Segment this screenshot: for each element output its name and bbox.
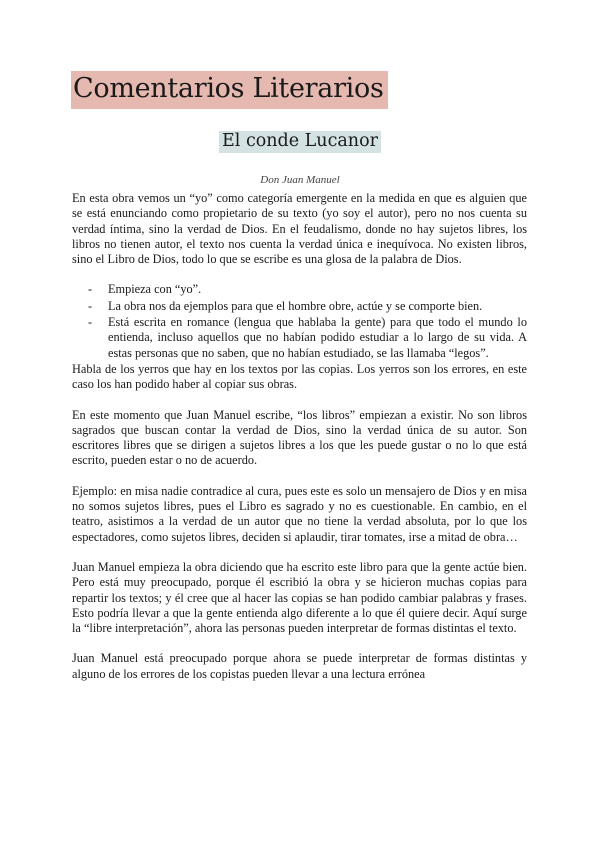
paragraph: Juan Manuel empieza la obra diciendo que ha escrito este libro para que la gente actúe bien. Pero está muy preocupado, porque él escribió la obra y se hicieron muchas copias para repartir los textos; y él cree que al hacer las copias se han podido cambiar palabras y frases. Esto podría llevar a que la gente entienda algo diferente a lo que él quiere decir. Aquí surge la “libre interpretación”, ahora las personas pueden interpretar de formas distintas el texto. xyxy=(72,559,527,636)
bullet-list xyxy=(72,282,527,360)
paragraph: En este momento que Juan Manuel escribe, “los libros” empiezan a existir. No son libros sagrados que buscan contar la verdad de Dios, sino la verdad única de su autor. Son escritores libres que se dirigen a sujetos libres a los que les puede gustar o no lo que está escrito, pueden estar o no de acuerdo. xyxy=(72,407,527,468)
document-body xyxy=(72,191,527,682)
page-subtitle xyxy=(0,129,600,153)
paragraph: Ejemplo: en misa nadie contradice al cura, pues este es solo un mensajero de Dios y en misa no somos sujetos libres, pues el Libro es sagrado y no es cuestionable. En cambio, en el teatro, asistimos a la verdad de un autor que no tiene la verdad absoluta, por lo que los espectadores, como sujetos libres, deciden si aplaudir, tirar tomates, irse a mitad de obra… xyxy=(72,483,527,544)
paragraph: Juan Manuel está preocupado porque ahora se puede interpretar de formas distintas y alguno de los errores de los copistas pueden llevar a una lectura errónea xyxy=(72,651,527,681)
list-item: - Empieza con “yo”. xyxy=(108,282,527,297)
paragraph: Habla de los yerros que hay en los textos por las copias. Los yerros son los errores, en este caso los han podido haber al copiar sus obras. xyxy=(72,361,527,392)
page-title: Comentarios Literarios xyxy=(71,71,388,109)
paragraph: En esta obra vemos un “yo” como categoría emergente en la medida en que es alguien que se está enunciando como propietario de su texto (yo soy el autor), pero no nos cuenta su verdad íntima, sino la verdad de Dios. En el feudalismo, donde no hay sujetos libres, los libros no tienen autor, el texto nos cuenta la verdad única e inequívoca. No existen libros, sino el Libro de Dios, todo lo que se escribe es una glosa de la palabra de Dios. xyxy=(72,191,527,267)
list-item: - Está escrita en romance (lengua que hablaba la gente) para que todo el mundo lo entienda, incluso aquellos que no habían podido estudiar a lo largo de su vida. A estas personas que no saben, que no habían estudiado, se las llamaba “legos”. xyxy=(108,315,527,361)
list-item: - La obra nos da ejemplos para que el hombre obre, actúe y se comporte bien. xyxy=(108,299,527,314)
subtitle-text: El conde Lucanor xyxy=(219,131,381,153)
author-line: Don Juan Manuel xyxy=(260,174,340,186)
